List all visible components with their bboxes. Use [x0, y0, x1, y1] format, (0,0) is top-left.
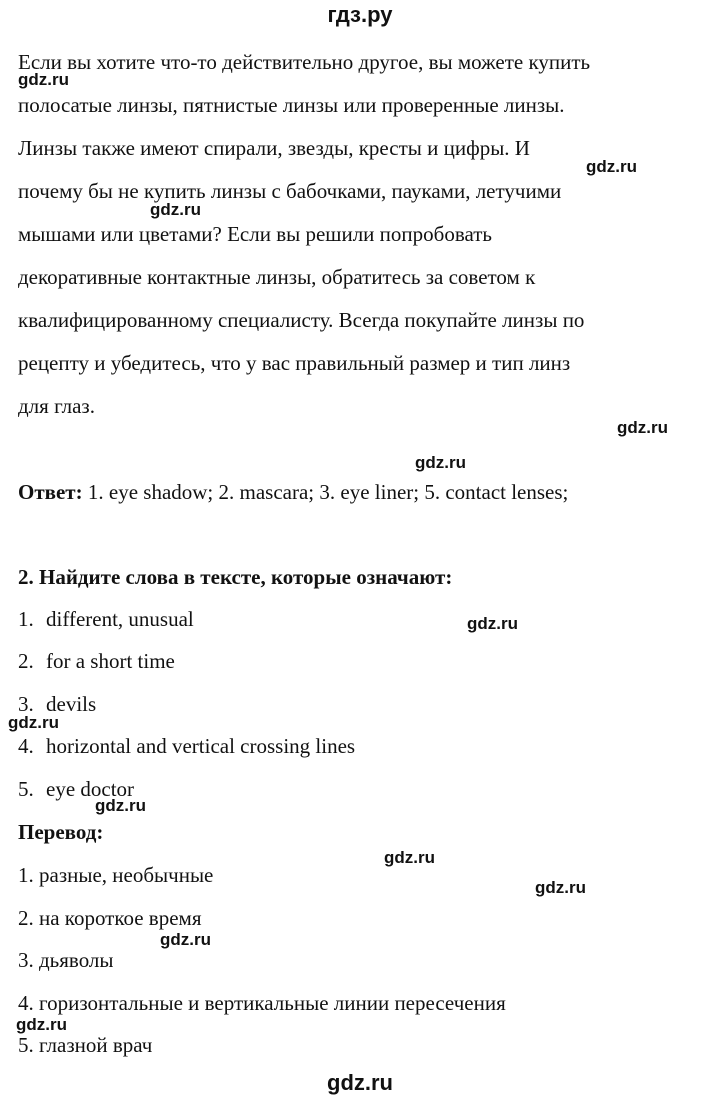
- translation-item-3: 3. дьяволы: [18, 948, 114, 972]
- watermark: gdz.ru: [8, 713, 59, 732]
- site-header: гдз.ру: [327, 2, 393, 27]
- translation-item-1: 1. разные, необычные: [18, 863, 214, 887]
- paragraph-line-6: декоративные контактные линзы, обратитесь за советом к: [18, 265, 536, 289]
- task2-item-2: [18, 647, 175, 675]
- watermark: gdz.ru: [160, 930, 211, 949]
- watermark: gdz.ru: [415, 453, 466, 472]
- translation-item-4: 4. горизонтальные и вертикальные линии пересечения: [18, 991, 506, 1015]
- task2-title: 2. Найдите слова в тексте, которые означают:: [18, 565, 453, 589]
- translation-title: Перевод:: [18, 820, 104, 844]
- translation-item-5: 5. глазной врач: [18, 1033, 153, 1057]
- task2-item-text: for a short time: [46, 649, 175, 673]
- paragraph-line-5: мышами или цветами? Если вы решили попробовать: [18, 222, 492, 246]
- watermark: gdz.ru: [535, 878, 586, 897]
- task2-item-text: horizontal and vertical crossing lines: [46, 734, 356, 758]
- task2-item-number: 4.: [18, 734, 34, 758]
- watermark: gdz.ru: [586, 157, 637, 176]
- paragraph-line-8: рецепту и убедитесь, что у вас правильный размер и тип линз: [18, 351, 571, 375]
- task2-item-4: [18, 732, 355, 760]
- task2-item-text: devils: [46, 692, 97, 716]
- task2-item-1: [18, 605, 194, 633]
- paragraph-line-2: полосатые линзы, пятнистые линзы или проверенные линзы.: [18, 93, 565, 117]
- watermark: gdz.ru: [384, 848, 435, 867]
- watermark: gdz.ru: [150, 200, 201, 219]
- task2-item-text: different, unusual: [46, 607, 194, 631]
- watermark: gdz.ru: [617, 418, 668, 437]
- task2-item-number: 2.: [18, 649, 34, 673]
- paragraph-line-4: почему бы не купить линзы с бабочками, пауками, летучими: [18, 179, 562, 203]
- task2-item-number: 1.: [18, 607, 34, 631]
- translation-item-2: 2. на короткое время: [18, 906, 202, 930]
- paragraph-line-3: Линзы также имеют спирали, звезды, кресты и цифры. И: [18, 136, 530, 160]
- site-footer: gdz.ru: [327, 1070, 393, 1095]
- paragraph-line-9: для глаз.: [18, 394, 95, 418]
- answer-text: 1. eye shadow; 2. mascara; 3. eye liner; 5. contact lenses;: [82, 480, 569, 504]
- answer-line: [18, 478, 568, 506]
- task2-item-number: 5.: [18, 777, 34, 801]
- paragraph-line-7: квалифицированному специалисту. Всегда покупайте линзы по: [18, 308, 585, 332]
- answer-label: Ответ:: [18, 480, 83, 504]
- watermark: gdz.ru: [95, 796, 146, 815]
- task2-item-text: eye doctor: [46, 777, 135, 801]
- watermark: gdz.ru: [16, 1015, 67, 1034]
- watermark: gdz.ru: [467, 614, 518, 633]
- watermark: gdz.ru: [18, 70, 69, 89]
- paragraph-line-1: Если вы хотите что-то действительно другое, вы можете купить: [18, 50, 591, 74]
- task2-item-number: 3.: [18, 692, 34, 716]
